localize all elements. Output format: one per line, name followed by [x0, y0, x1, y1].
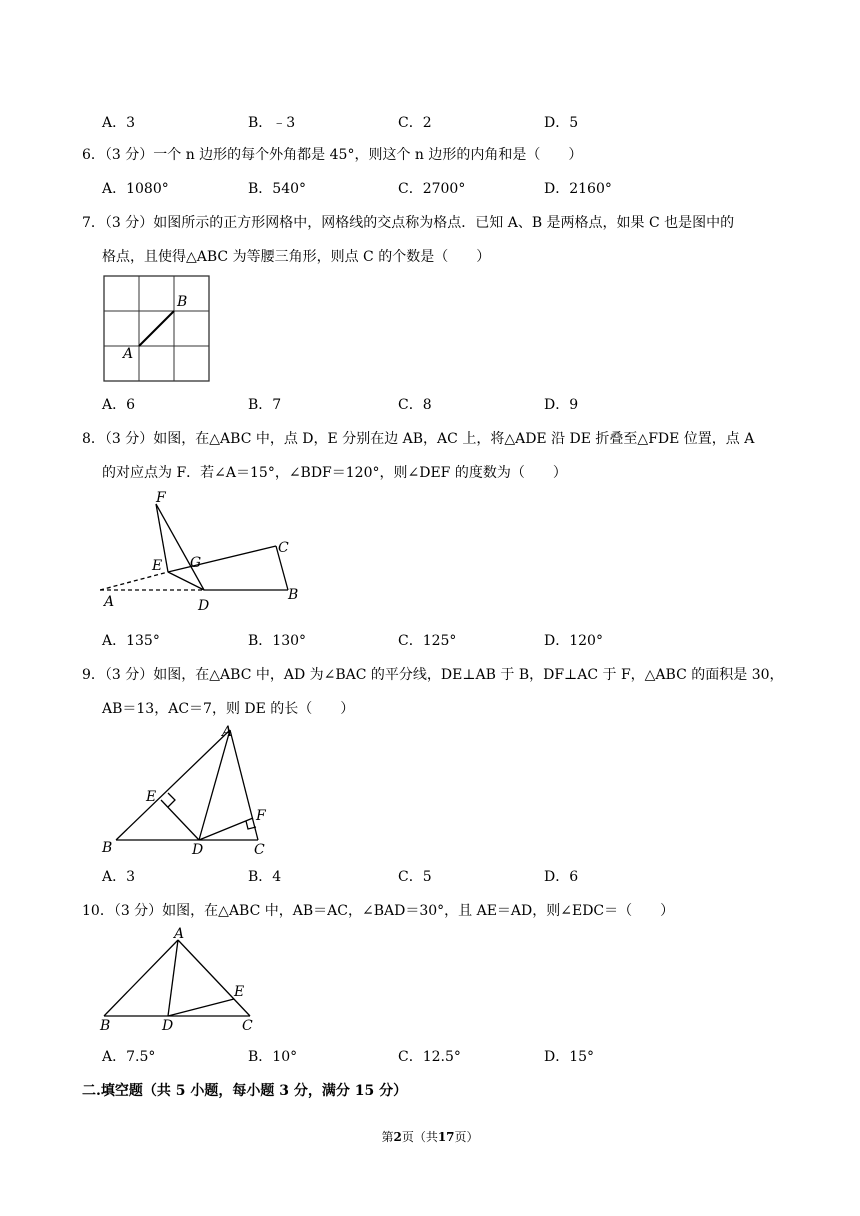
q10-side-ab: [104, 940, 178, 1016]
q10-segment-ad: [168, 940, 178, 1016]
section-2-title: 二.填空题（共 5 小题，每小题 3 分，满分 15 分）: [82, 1083, 408, 1099]
q10-option-c: C．12.5°: [398, 1049, 461, 1065]
q8-dashed-ae: [100, 572, 168, 590]
q8-label-f: F: [156, 490, 166, 506]
q8-label-c: C: [278, 540, 289, 556]
q8-option-b: B．130°: [248, 633, 307, 649]
q10-options: [0, 1046, 860, 1068]
q10-label-c: C: [242, 1018, 253, 1034]
q9-label-a: A: [222, 724, 233, 740]
q10-option-a: A．7.5°: [102, 1049, 156, 1065]
q10-option-b: B．10°: [248, 1049, 298, 1065]
q5-options: [0, 112, 860, 134]
q9-label-c: C: [254, 842, 265, 858]
q9-perp-de: [161, 800, 199, 840]
q8-option-c: C．125°: [398, 633, 457, 649]
q7-option-b: B．7: [248, 397, 282, 413]
q8-label-g: G: [190, 555, 202, 571]
q7-label-b: B: [177, 294, 188, 310]
q9-stem-line1: 9．（3 分）如图，在△ABC 中，AD 为∠BAC 的平分线，DE⊥AB 于 B，DF⊥AC 于 F，△ABC 的面积是 30，: [82, 667, 784, 683]
q7-option-d: D．9: [544, 397, 579, 413]
q6-option-c: C．2700°: [398, 181, 466, 197]
q10-option-d: D．15°: [544, 1049, 595, 1065]
q5-option-b: B．﹣3: [248, 115, 296, 131]
q8-side-ce: [168, 546, 276, 572]
q6-option-b: B．540°: [248, 181, 307, 197]
q5-option-a: A．3: [102, 115, 136, 131]
q9-label-d: D: [192, 842, 204, 858]
q7-grid-figure: [100, 272, 215, 387]
q9-perp-df: [199, 818, 253, 840]
q9-stem-line2: AB＝13，AC＝7，则 DE 的长（ ）: [102, 701, 355, 717]
q7-stem-line2: 格点，且使得△ABC 为等腰三角形，则点 C 的个数是（ ）: [102, 249, 491, 265]
q8-option-d: D．120°: [544, 633, 603, 649]
q10-segment-de: [168, 999, 234, 1016]
q9-triangle-figure: [98, 720, 278, 860]
q8-stem-line2: 的对应点为 F．若∠A＝15°，∠BDF＝120°，则∠DEF 的度数为（ ）: [102, 465, 567, 481]
q9-side-ac: [230, 730, 258, 840]
q7-label-a: A: [123, 346, 134, 362]
q9-side-ab: [116, 730, 230, 840]
q8-options: [0, 630, 860, 652]
q7-option-a: A．6: [102, 397, 136, 413]
q9-label-b: B: [102, 840, 113, 856]
q10-label-d: D: [162, 1018, 174, 1034]
q9-right-angle-e: [168, 793, 175, 807]
q8-label-b: B: [288, 587, 299, 603]
q9-option-b: B．4: [248, 869, 282, 885]
q6-option-d: D．2160°: [544, 181, 612, 197]
q7-stem-line1: 7．（3 分）如图所示的正方形网格中，网格线的交点称为格点．已知 A、B 是两格点，如果 C 也是图中的: [82, 215, 735, 231]
q9-label-f: F: [256, 808, 266, 824]
footer-suffix: 页）: [454, 1130, 479, 1144]
q10-stem: 10．（3 分）如图，在△ABC 中，AB＝AC，∠BAD＝30°，且 AE＝AD，则∠EDC＝（ ）: [82, 903, 675, 919]
q6-option-a: A．1080°: [102, 181, 169, 197]
q6-options: [0, 178, 860, 200]
q7-options: [0, 394, 860, 416]
q5-option-c: C．2: [398, 115, 432, 131]
q9-label-e: E: [146, 789, 157, 805]
q8-stem-line1: 8．（3 分）如图，在△ABC 中，点 D，E 分别在边 AB，AC 上，将△ADE 沿 DE 折叠至△FDE 位置，点 A: [82, 431, 755, 447]
q10-label-e: E: [234, 984, 245, 1000]
q5-option-d: D．5: [544, 115, 579, 131]
q7-segment-ab: [139, 311, 174, 346]
q8-label-a: A: [104, 594, 115, 610]
q8-label-d: D: [198, 598, 210, 614]
q9-option-c: C．5: [398, 869, 432, 885]
q9-options: [0, 866, 860, 888]
q10-label-a: A: [174, 926, 185, 942]
q6-stem: 6．（3 分）一个 n 边形的每个外角都是 45°，则这个 n 边形的内角和是（ ）: [82, 147, 583, 163]
footer-total-pages: 17: [437, 1130, 455, 1144]
q9-option-a: A．3: [102, 869, 136, 885]
footer-prefix: 第: [381, 1130, 394, 1144]
footer-mid: 页（共: [401, 1130, 438, 1144]
footer-page-number: 2: [393, 1130, 402, 1144]
q7-option-c: C．8: [398, 397, 432, 413]
q9-option-d: D．6: [544, 869, 579, 885]
q8-fold-figure: [100, 488, 310, 616]
page-footer: [0, 1128, 860, 1145]
q8-option-a: A．135°: [102, 633, 160, 649]
q8-label-e: E: [152, 558, 163, 574]
q9-bisector-ad: [199, 730, 230, 840]
q10-label-b: B: [100, 1018, 111, 1034]
q10-triangle-figure: [98, 926, 263, 1036]
